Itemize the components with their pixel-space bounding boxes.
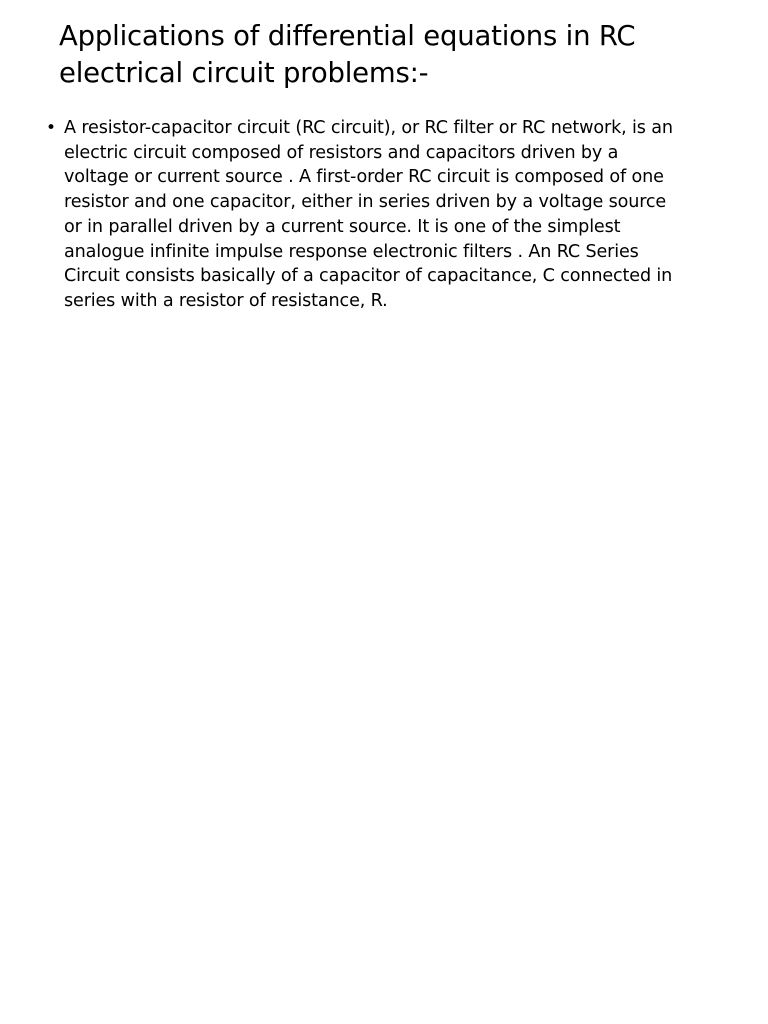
bullet-item: [46, 116, 716, 314]
bullet-marker: •: [46, 118, 56, 138]
bullet-text: A resistor-capacitor circuit (RC circuit), or RC filter or RC network, is an electric circuit composed of resistors and capacitors driven by a voltage or current source . A first-order RC circuit is composed of one resistor and one capacitor, either in series driven by a voltage source or in parallel driven by a current source. It is one of the simplest analogue infinite impulse response electronic filters . An RC Series Circuit consists basically of a capacitor of capacitance, C connected in series with a resistor of resistance, R.: [64, 118, 673, 311]
slide-title: Applications of differential equations in RC electrical circuit problems:-: [59, 20, 636, 89]
bullet-list: [46, 116, 716, 314]
